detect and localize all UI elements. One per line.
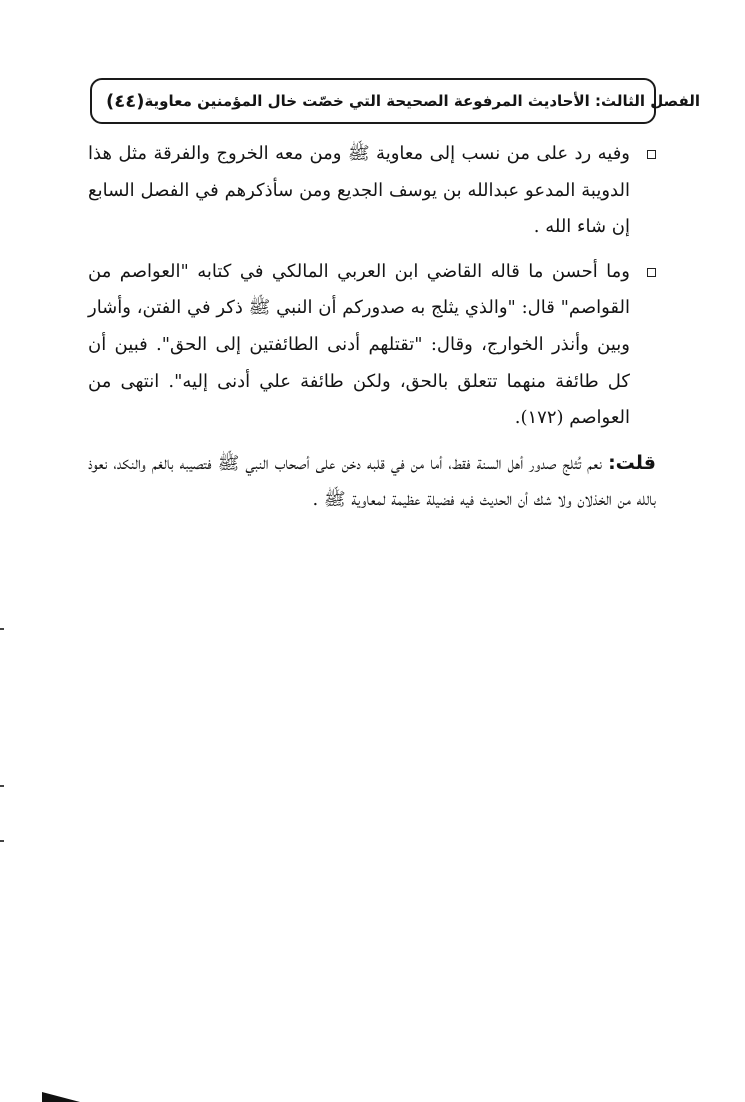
paragraph-text: وفيه رد على من نسب إلى معاوية ﷺ ومن معه الخروج والفرقة مثل هذا الدويبة المدعو عبدالله بن يوسف الجديع ومن سأذكرهم في الفصل السابع إن شاء الله . [88,143,630,238]
paragraph-1 [88,136,656,246]
page-body [88,136,656,527]
paragraph-text: وما أحسن ما قاله القاضي ابن العربي المالكي في كتابه "العواصم من القواصم" قال: "والذي يثلج به صدوركم أن النبي ﷺ ذكر في الفتن، وأشار وبين وأنذر الخوارج، وقال: "تقتلهم أدنى الطائفتين إلى الحق". فبين أن كل طائفة منهما تتعلق بالحق، ولكن طائفة علي أدنى إليه". انتهى من العواصم (١٧٢). [88,260,630,429]
margin-mark [0,628,4,630]
square-bullet-icon [647,150,656,159]
paragraph-text: نعم تُثلج صدور أهل السنة فقط، أما من في قلبه دخن على أصحاب النبي ﷺ فتصيبه بالغم والنكد، نعوذ بالله من الخذلان ولا شك أن الحديث فيه فضيلة عظيمة لمعاوية ﷺ . [88,452,656,511]
paragraph-label: قلت: [608,451,656,474]
paragraph-2 [88,254,656,437]
corner-mark [42,1092,80,1102]
paragraph-3 [88,445,656,519]
page-number: (٤٤) [106,90,145,112]
chapter-title: الفصل الثالث: الأحاديث المرفوعة الصحيحة التي خصّت خال المؤمنين معاوية [144,92,701,110]
square-bullet-icon [647,268,656,277]
margin-mark [0,840,4,842]
margin-mark [0,785,4,787]
page-header [90,78,701,124]
